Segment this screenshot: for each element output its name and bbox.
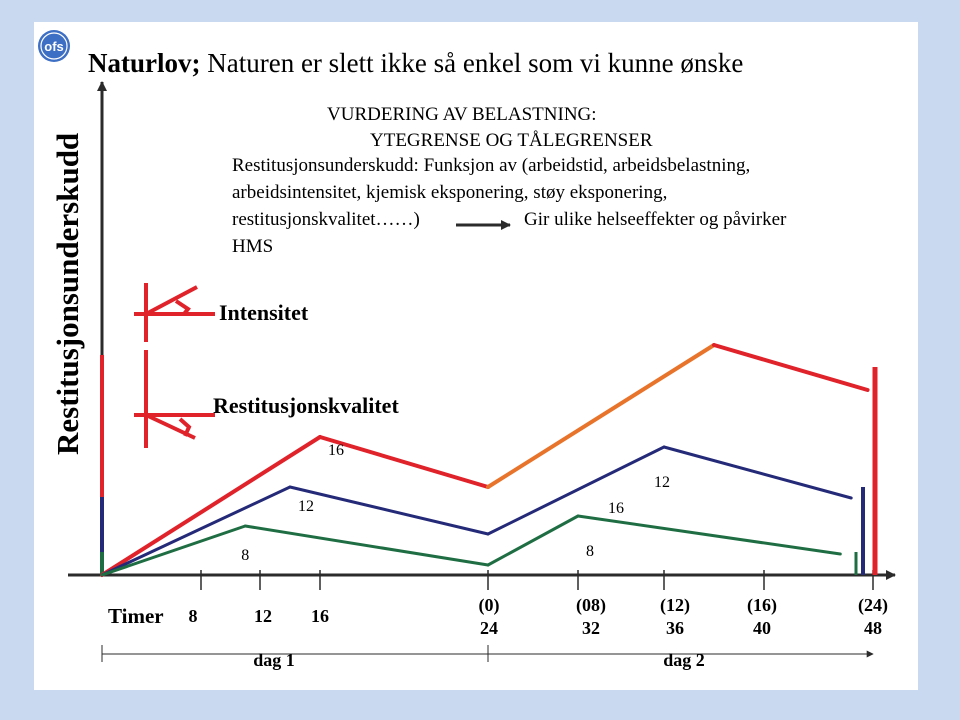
desc-line-3: Restitusjonsunderskudd: Funksjon av (arbeidstid, arbeidsbelastning,	[232, 155, 751, 176]
x-tick-label-secondary: 24	[480, 618, 498, 638]
series-green-segment	[578, 516, 840, 554]
x-tick-label-secondary: 48	[864, 618, 882, 638]
point-label-layer	[241, 442, 670, 564]
x-tick-label: 16	[311, 606, 329, 626]
series-layer	[102, 345, 868, 575]
x-tick-label-secondary: 32	[582, 618, 600, 638]
x-tick-label: (0)	[478, 595, 500, 615]
series-red-label: 16	[328, 442, 344, 459]
desc-line-5b: Gir ulike helseeffekter og påvirker	[524, 209, 787, 230]
series-red-segment	[102, 437, 320, 575]
dag1-label: dag 1	[253, 650, 295, 670]
intensity-glyph	[134, 283, 215, 342]
svg-text:ofs: ofs	[44, 39, 64, 54]
x-ticks	[201, 570, 873, 590]
series-navy-segment	[102, 487, 290, 575]
series-green-segment	[102, 526, 245, 575]
series-navy-label: 12	[654, 474, 670, 491]
x-tick-label: 8	[188, 606, 198, 626]
x-tick-label: (08)	[576, 595, 606, 615]
dag2-label: dag 2	[663, 650, 705, 670]
series-red-label: 16	[608, 500, 624, 517]
x-tick-label-secondary: 36	[666, 618, 684, 638]
desc-line-6: HMS	[232, 236, 274, 257]
recovery-quality-glyph	[134, 350, 215, 448]
desc-line-2: YTEGRENSE OG TÅLEGRENSER	[370, 130, 653, 151]
series-navy-segment	[290, 487, 488, 534]
x-tick-label: 12	[254, 606, 272, 626]
desc-line-4: arbeidsintensitet, kjemisk eksponering, støy eksponering,	[232, 182, 668, 203]
series-navy-segment	[664, 447, 851, 498]
x-tick-label: (24)	[858, 595, 888, 615]
series-navy-segment	[488, 447, 664, 534]
series-green-label: 8	[586, 543, 594, 560]
timer-label: Timer	[108, 604, 164, 628]
recovery-quality-label: Restitusjonskvalitet	[213, 393, 399, 418]
x-tick-label-secondary: 40	[753, 618, 771, 638]
page-title: Naturlov; Naturen er slett ikke så enkel som vi kunne ønske	[88, 48, 744, 78]
desc-line-5a: restitusjonskvalitet……)	[232, 209, 420, 230]
series-green-segment	[245, 526, 488, 565]
x-tick-label: (12)	[660, 595, 690, 615]
vertical-axis-label: Restitusjonsunderskudd	[50, 132, 85, 455]
series-green-label: 8	[241, 547, 250, 564]
desc-line-1: VURDERING AV BELASTNING:	[327, 104, 597, 125]
series-red-segment	[488, 345, 714, 487]
series-red-segment	[714, 345, 868, 390]
series-navy-label: 12	[298, 498, 314, 515]
x-tick-label: (16)	[747, 595, 777, 615]
series-red-segment	[320, 437, 488, 487]
series-green-segment	[488, 516, 578, 565]
intensity-label: Intensitet	[219, 300, 309, 325]
